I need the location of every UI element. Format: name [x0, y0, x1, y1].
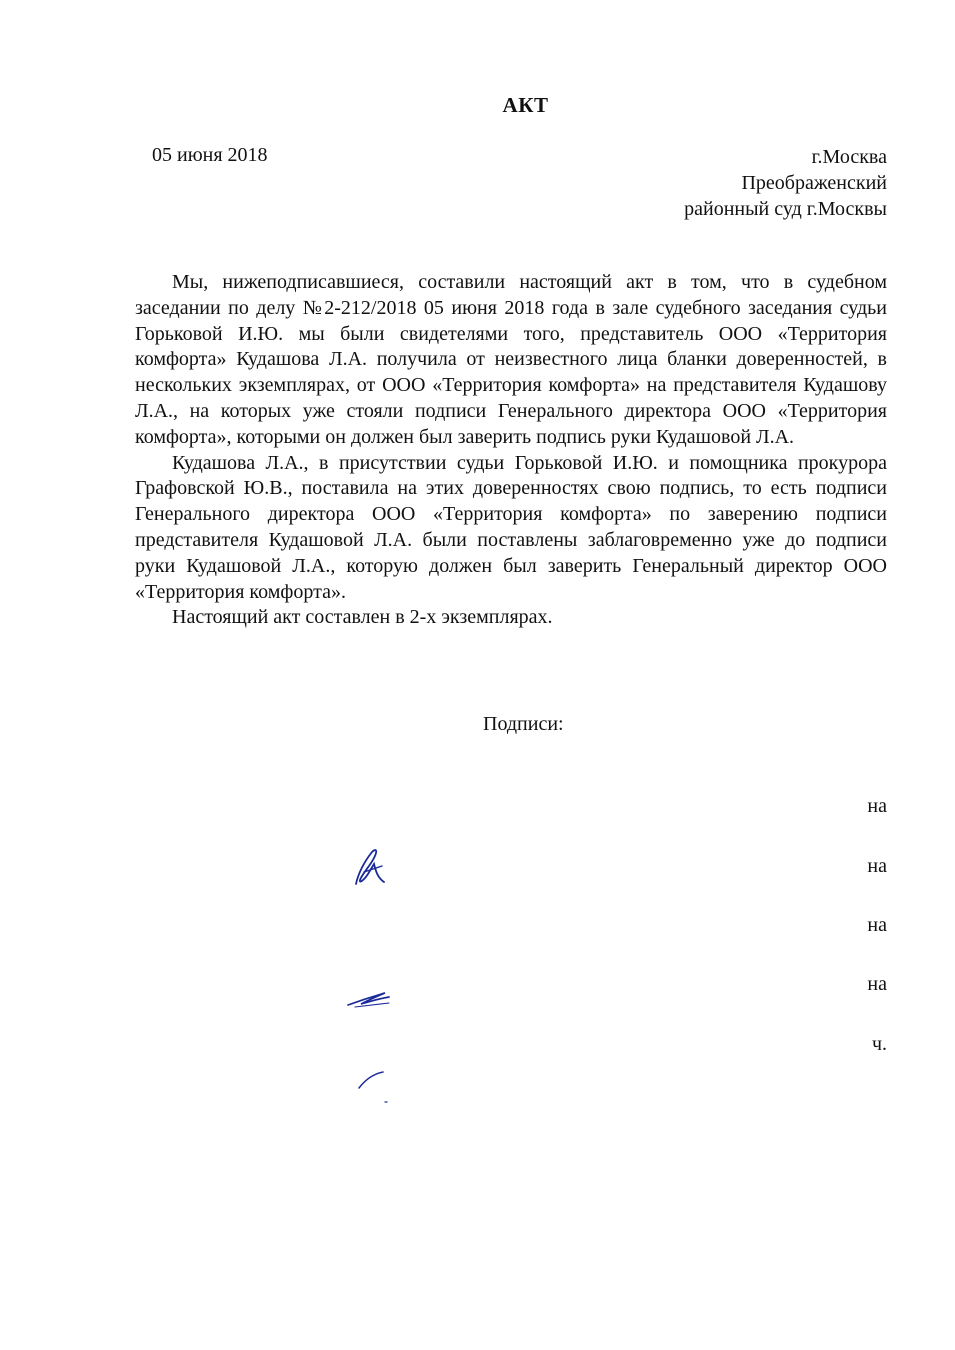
place-city: г.Москва	[811, 146, 887, 168]
signature-line-3: на	[867, 914, 887, 936]
handwritten-signature-3	[355, 1068, 395, 1106]
handwritten-signature-1	[350, 842, 395, 890]
document-title: АКТ	[502, 93, 549, 117]
place-court-line1: Преображенский	[741, 172, 887, 194]
signature-line-4: на	[867, 973, 887, 995]
document-place	[684, 144, 887, 222]
signature-line-5: ч.	[871, 1033, 887, 1055]
signature-line-1: на	[867, 795, 887, 817]
document-date: 05 июня 2018	[152, 144, 268, 166]
body-paragraph-1: Мы, нижеподписавшиеся, составили настоящий акт в том, что в судебном заседании по делу №2-212/2018 05 июня 2018 года в зале судебного заседания судьи Горьковой И.Ю. мы были свидетелями того, представитель ООО «Территория комфорта» Кудашова Л.А. получила от неизвестного лица бланки доверенностей, в нескольких экземплярах, от ООО «Территория комфорта» на представителя Кудашову Л.А., на которых уже стояли подписи Генерального директора ООО «Территория комфорта», которыми он должен был заверить подпись руки Кудашовой Л.А.	[135, 271, 887, 448]
signatures-label: Подписи:	[483, 713, 564, 735]
document-body	[135, 270, 887, 631]
signature-line-2: на	[867, 855, 887, 877]
place-court-line2: районный суд г.Москвы	[684, 198, 887, 220]
body-paragraph-2: Кудашова Л.А., в присутствии судьи Горьковой И.Ю. и помощника прокурора Графовской Ю.В., поставила на этих доверенностях свою подпись, то есть подписи Генерального директора ООО «Территория комфорта» по заверению подписи представителя Кудашовой Л.А. были поставлены заблаговременно уже до подписи руки Кудашовой Л.А., которую должен был заверить Генеральный директор ООО «Территория комфорта».	[135, 451, 887, 603]
body-paragraph-3: Настоящий акт составлен в 2-х экземплярах.	[172, 606, 553, 629]
handwritten-signature-2	[345, 985, 395, 1010]
